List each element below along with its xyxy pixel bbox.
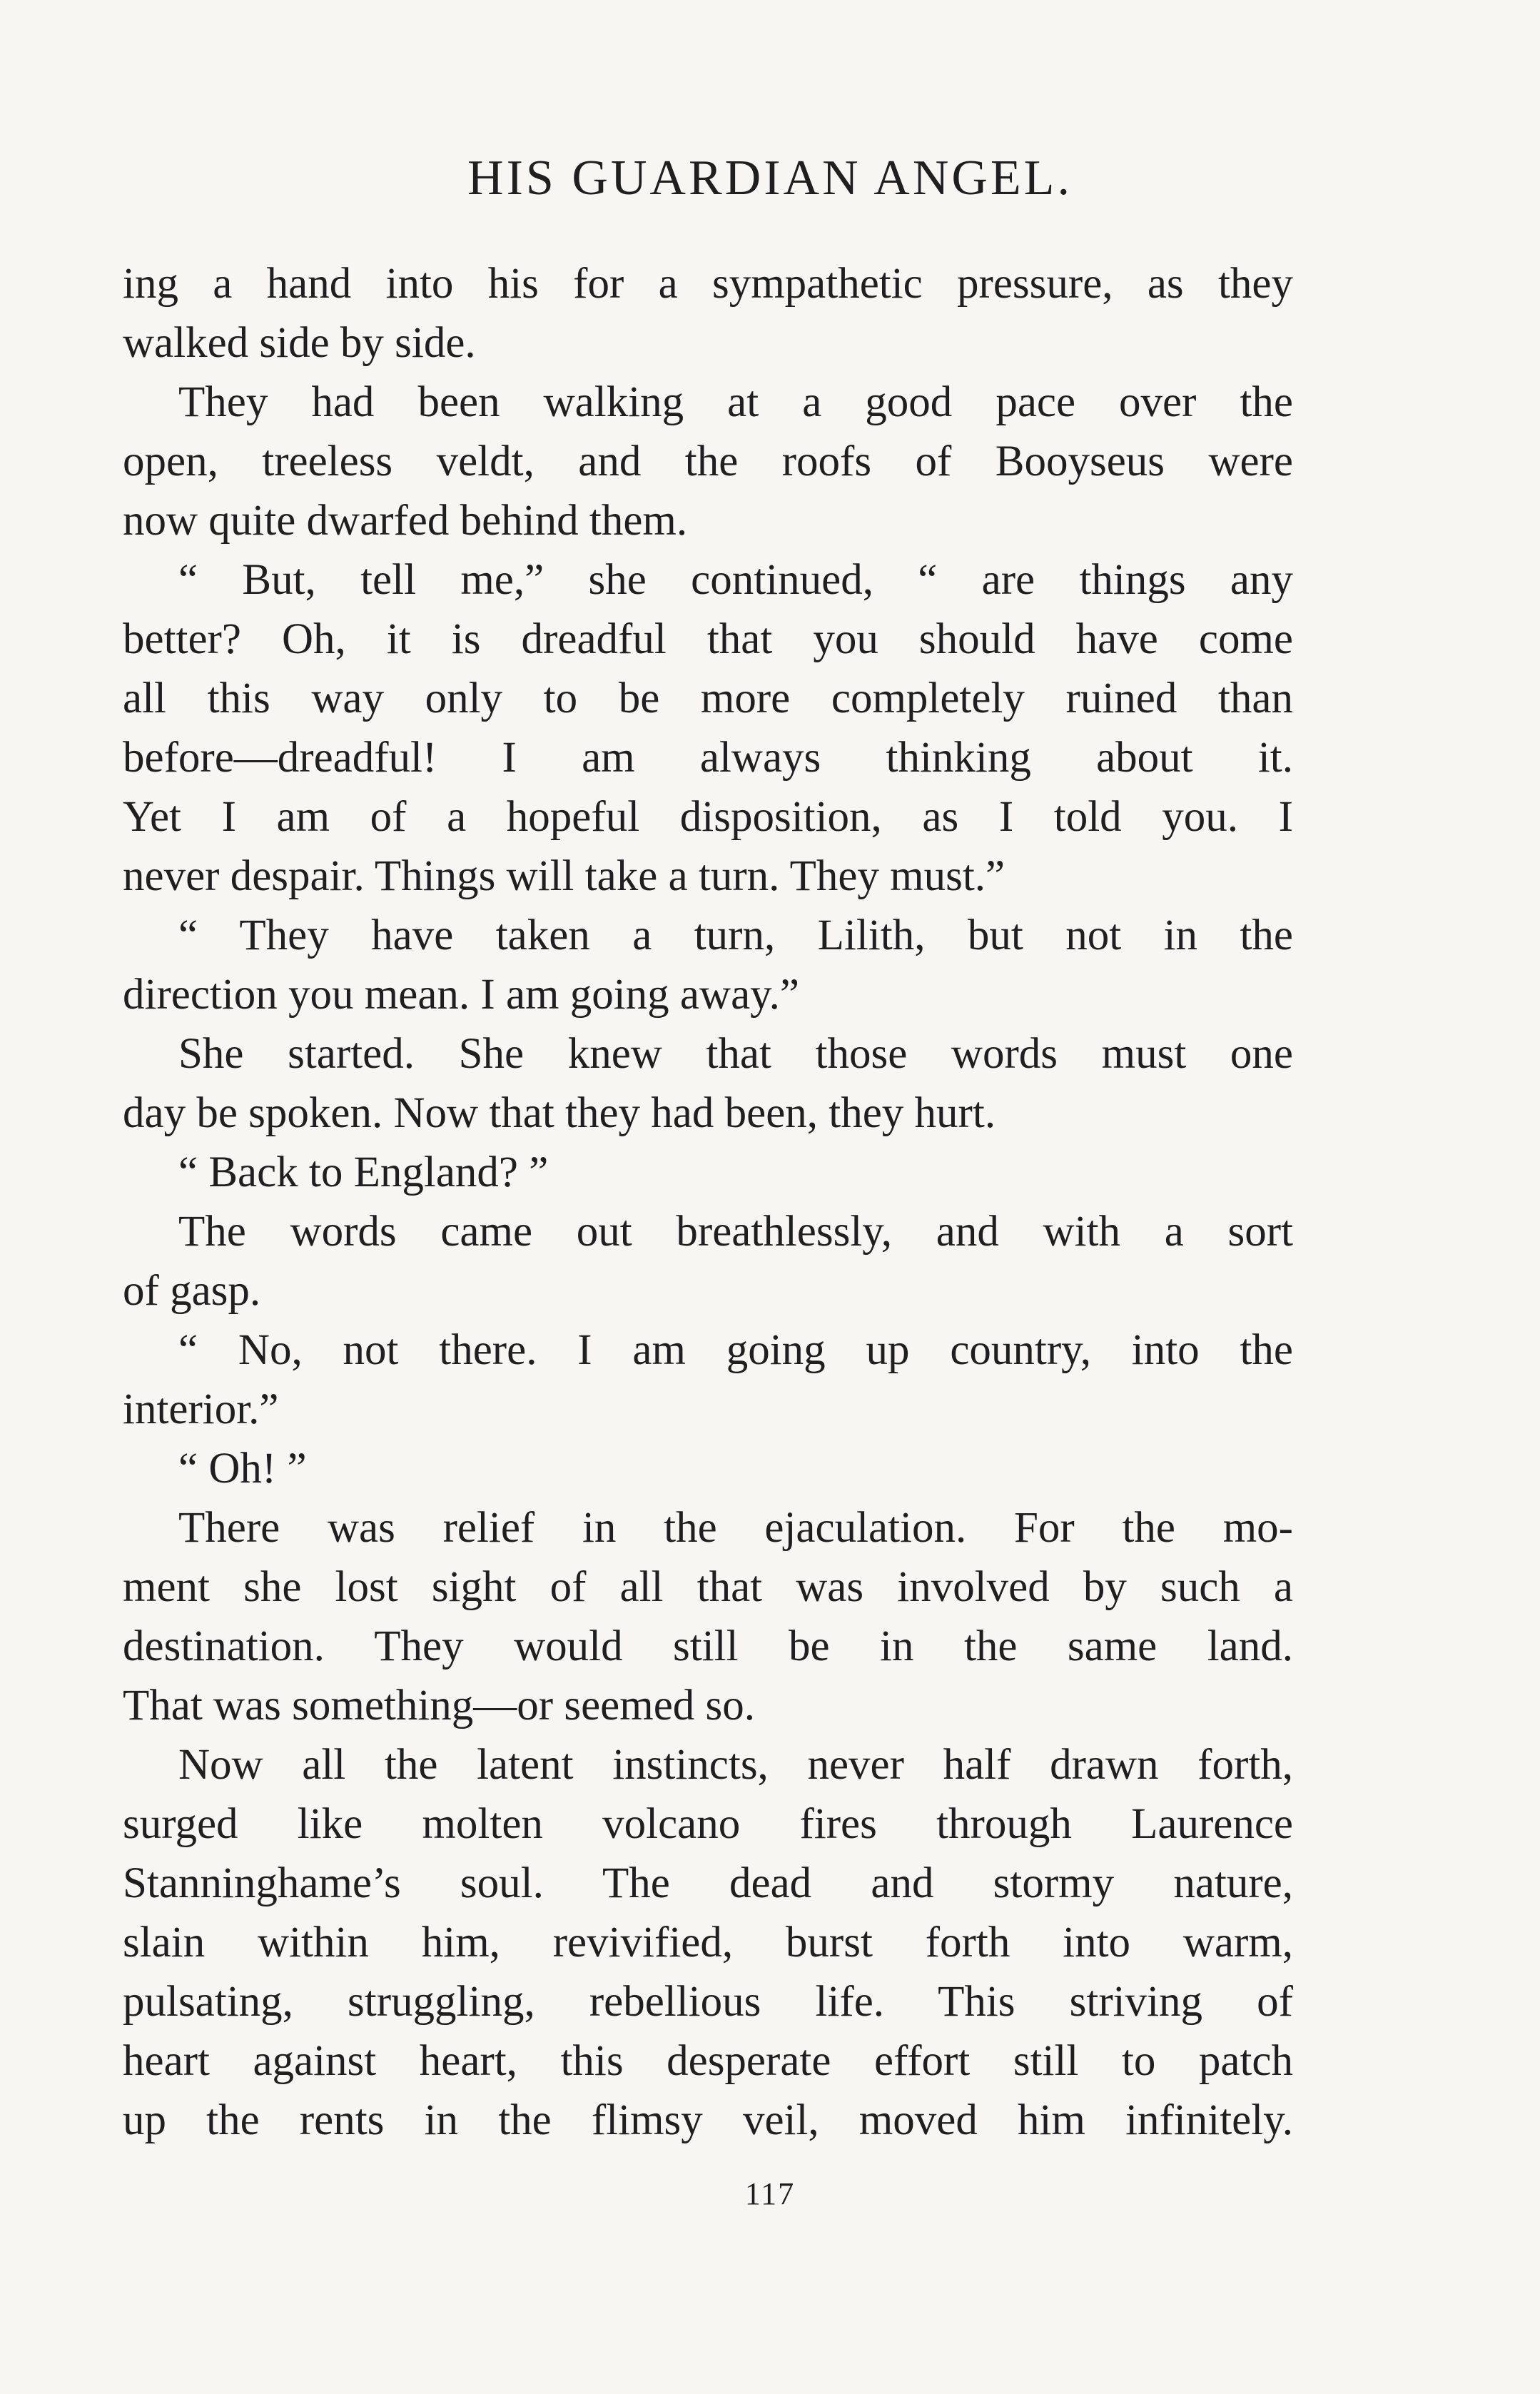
text-line: all this way only to be more completely ruined than (123, 675, 1293, 722)
text-line: before—dreadful! I am always thinking about it. (123, 734, 1293, 782)
text-line: of gasp. (123, 1267, 261, 1315)
text-line: slain within him, revivified, burst forth into warm, (123, 1919, 1293, 1966)
text-line: She started. She knew that those words must one (178, 1030, 1293, 1078)
text-line: They had been walking at a good pace over the (178, 378, 1293, 426)
text-line: walked side by side. (123, 319, 476, 367)
text-line: surged like molten volcano fires through Laurence (123, 1800, 1293, 1848)
text-line: That was something—or seemed so. (123, 1682, 756, 1729)
text-line: ment she lost sight of all that was involved by such a (123, 1563, 1293, 1611)
text-line: “ No, not there. I am going up country, into the (178, 1326, 1293, 1374)
text-line: The words came out breathlessly, and with a sort (178, 1208, 1293, 1256)
text-line: interior.” (123, 1385, 279, 1433)
text-line: destination. They would still be in the same land. (123, 1622, 1293, 1670)
text-line: There was relief in the ejaculation. For the mo- (178, 1504, 1293, 1552)
text-line: “ Back to England? ” (178, 1148, 549, 1196)
text-line: open, treeless veldt, and the roofs of Booyseus were (123, 438, 1293, 485)
body-text (123, 254, 1293, 2150)
text-line: “ They have taken a turn, Lilith, but not in the (178, 911, 1293, 959)
text-line: now quite dwarfed behind them. (123, 497, 688, 545)
text-line: better? Oh, it is dreadful that you should have come (123, 615, 1293, 663)
text-line: Yet I am of a hopeful disposition, as I told you. I (123, 793, 1293, 841)
text-line: ing a hand into his for a sympathetic pressure, as they (123, 260, 1293, 308)
text-line: Stanninghame’s soul. The dead and stormy nature, (123, 1859, 1293, 1907)
text-line: never despair. Things will take a turn. They must.” (123, 852, 1005, 900)
text-line: “ But, tell me,” she continued, “ are things any (178, 556, 1293, 604)
text-line: pulsating, struggling, rebellious life. This striving of (123, 1978, 1293, 2026)
text-line: direction you mean. I am going away.” (123, 971, 800, 1019)
text-line: Now all the latent instincts, never half drawn forth, (178, 1741, 1293, 1789)
running-head: HIS GUARDIAN ANGEL. (467, 151, 1073, 206)
page-number: 117 (744, 2176, 796, 2211)
text-line: day be spoken. Now that they had been, they hurt. (123, 1089, 996, 1137)
text-line: heart against heart, this desperate effort still to patch (123, 2037, 1293, 2085)
text-line: “ Oh! ” (178, 1445, 307, 1493)
text-line: up the rents in the flimsy veil, moved him infinitely. (123, 2096, 1293, 2144)
